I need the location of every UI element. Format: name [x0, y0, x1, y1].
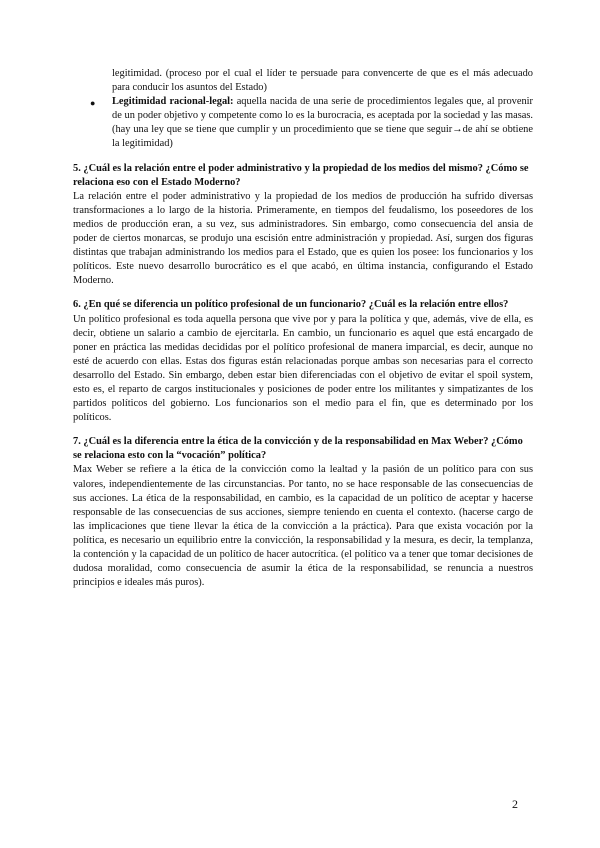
page-content: [73, 67, 533, 590]
bullet-text: aquella nacida de una serie de procedimientos legales que, al provenir de un poder objetivo y competente como lo es la burocracia, es aceptada por la sociedad y las masas. (hay una ley que se tiene que cumplir y un procedimiento que se tiene que seguir→de ahí se obtiene la legitimidad): [112, 96, 533, 150]
answer-7: Max Weber se refiere a la ética de la convicción como la lealtad y la pasión de un político para con sus valores, independientemente de las circunstancias. Por tanto, no se hace responsable de las consecuencias de sus acciones. La ética de la responsabilidad, en cambio, es la capacidad de un político de aceptar y hacerse responsable de las consecuencias de sus acciones, siempre teniendo en cuenta el contexto. (hacerse cargo de las implicaciones que tiene llevar la ética de la convicción a la práctica). Para que exista vocación por la política, es necesario un equilibrio entre la convicción, la responsabilidad y la mesura, es decir, la templanza, la contención y la capacidad de un político de hacer autocrítica. (el político va a tener que tomar decisiones de dudosa moralidad, como consecuencia de asumir la ética de la responsabilidad, se renuncia a nuestros principios e ideales más puros).: [73, 464, 533, 589]
answer-5: La relación entre el poder administrativo y la propiedad de los medios de producción ha sufrido diversas transformaciones a lo largo de la historia. Primeramente, en tiempos del feudalismo, los poseedores de los medios de producción eran, a su vez, sus administradores. Sin embargo, como consecuencia del ansia de poder de ciertos monarcas, se produjo una escisión entre administración y propiedad. Así, surgen dos figuras distintas que trabajan administrando los medios para el Estado, que es quien los posee: los funcionarios y los políticos. Este nuevo desarrollo burocrático es el que acabó, en última instancia, configurando el Estado Moderno.: [73, 190, 533, 287]
question-6: 6. ¿En qué se diferencia un político profesional de un funcionario? ¿Cuál es la relación entre ellos?: [73, 299, 509, 311]
bullet-dot-icon: ●: [90, 98, 96, 109]
page-number: 2: [512, 797, 518, 811]
bullet-item-legitimidad-racional-legal: [90, 95, 533, 151]
intro-continuation: legitimidad. (proceso por el cual el líder te persuade para convencerte de que es el más adecuado para conducir los asuntos del Estado): [112, 68, 533, 94]
question-5: 5. ¿Cuál es la relación entre el poder administrativo y la propiedad de los medios del mismo? ¿Cómo se relaciona eso con el Estado Moderno?: [73, 162, 529, 188]
answer-6: Un político profesional es toda aquella persona que vive por y para la política y que, además, vive de ella, es decir, obtiene un salario a cambio de ejercitarla. En cambio, un funcionario es aquel que está encargado de poner en práctica las medidas decididas por el político profesional de manera imparcial, es decir, aunque no esté de acuerdo con ellas. Estas dos figuras están relacionadas porque ambas son necesarias para el correcto desarrollo del Estado. Sin embargo, deben estar bien diferenciadas con el objetivo de evitar el spoil system, esto es, el reparto de cargos institucionales y posiciones de poder entre los militantes y simpatizantes de los partidos políticos del gobierno. Los funcionarios son el medio para el fin, que es determinado por los políticos.: [73, 313, 533, 424]
bullet-term: Legitimidad racional-legal:: [112, 96, 234, 108]
question-7: 7. ¿Cuál es la diferencia entre la ética de la convicción y de la responsabilidad en Max Weber? ¿Cómo se relaciona esto con la “vocación” política?: [73, 436, 523, 462]
